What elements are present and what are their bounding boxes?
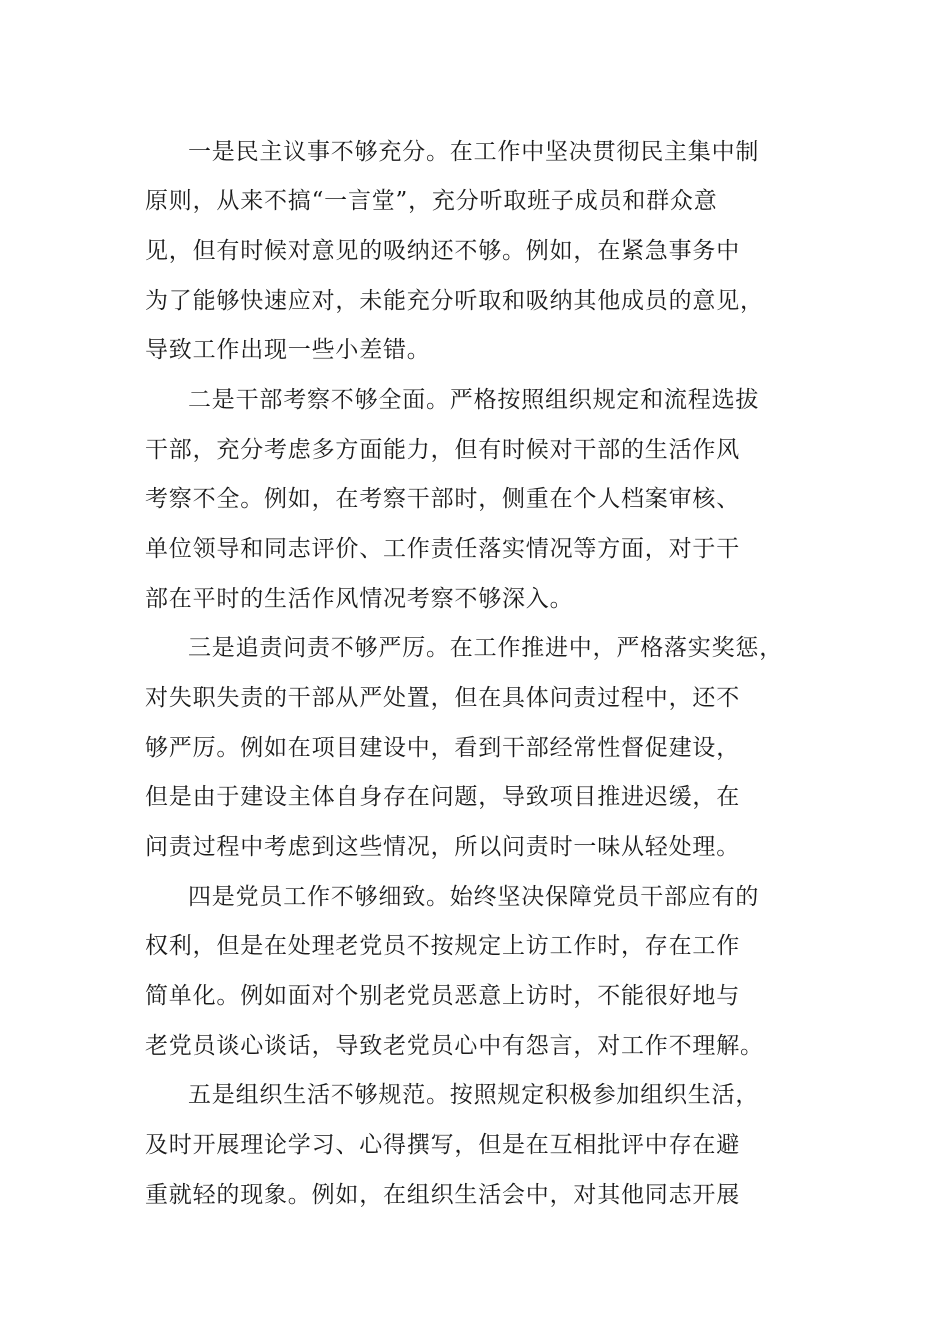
paragraph-3-line-4: 但是由于建设主体自身存在问题，导致项目推进迟缓，在 <box>145 784 740 810</box>
paragraph-1-line-5: 导致工作出现一些小差错。 <box>145 337 431 363</box>
paragraph-3-line-2: 对失职失责的干部从严处置，但在具体问责过程中，还不 <box>145 685 740 711</box>
paragraph-2-line-2: 干部，充分考虑多方面能力，但有时候对干部的生活作风 <box>145 437 740 463</box>
paragraph-5-line-3: 重就轻的现象。例如，在组织生活会中，对其他同志开展 <box>145 1182 740 1208</box>
paragraph-4-line-4: 老党员谈心谈话，导致老党员心中有怨言，对工作不理解。 <box>145 1033 764 1059</box>
paragraph-3-line-5: 问责过程中考虑到这些情况，所以问责时一味从轻处理。 <box>145 834 740 860</box>
paragraph-4-line-2: 权利，但是在处理老党员不按规定上访工作时，存在工作 <box>145 933 740 959</box>
paragraph-2-line-3: 考察不全。例如，在考察干部时，侧重在个人档案审核、 <box>145 486 740 512</box>
paragraph-5-line-1: 五是组织生活不够规范。按照规定积极参加组织生活， <box>188 1082 760 1108</box>
paragraph-3-line-1: 三是追责问责不够严厉。在工作推进中，严格落实奖惩， <box>188 635 783 661</box>
paragraph-2-line-1: 二是干部考察不够全面。严格按照组织规定和流程选拔 <box>188 387 760 413</box>
paragraph-1-line-4: 为了能够快速应对，未能充分听取和吸纳其他成员的意见， <box>145 288 764 314</box>
paragraph-2-line-4: 单位领导和同志评价、工作责任落实情况等方面，对于干 <box>145 536 740 562</box>
paragraph-5-line-2: 及时开展理论学习、心得撰写，但是在互相批评中存在避 <box>145 1132 740 1158</box>
paragraph-1-line-3: 见，但有时候对意见的吸纳还不够。例如，在紧急事务中 <box>145 238 740 264</box>
paragraph-1-line-1: 一是民主议事不够充分。在工作中坚决贯彻民主集中制 <box>188 139 760 165</box>
paragraph-2-line-5: 部在平时的生活作风情况考察不够深入。 <box>145 586 574 612</box>
paragraph-3-line-3: 够严厉。例如在项目建设中，看到干部经常性督促建设， <box>145 735 740 761</box>
paragraph-1-line-2: 原则，从来不搞“一言堂”，充分听取班子成员和群众意 <box>145 188 718 214</box>
paragraph-4-line-3: 简单化。例如面对个别老党员恶意上访时，不能很好地与 <box>145 983 740 1009</box>
paragraph-4-line-1: 四是党员工作不够细致。始终坚决保障党员干部应有的 <box>188 884 760 910</box>
